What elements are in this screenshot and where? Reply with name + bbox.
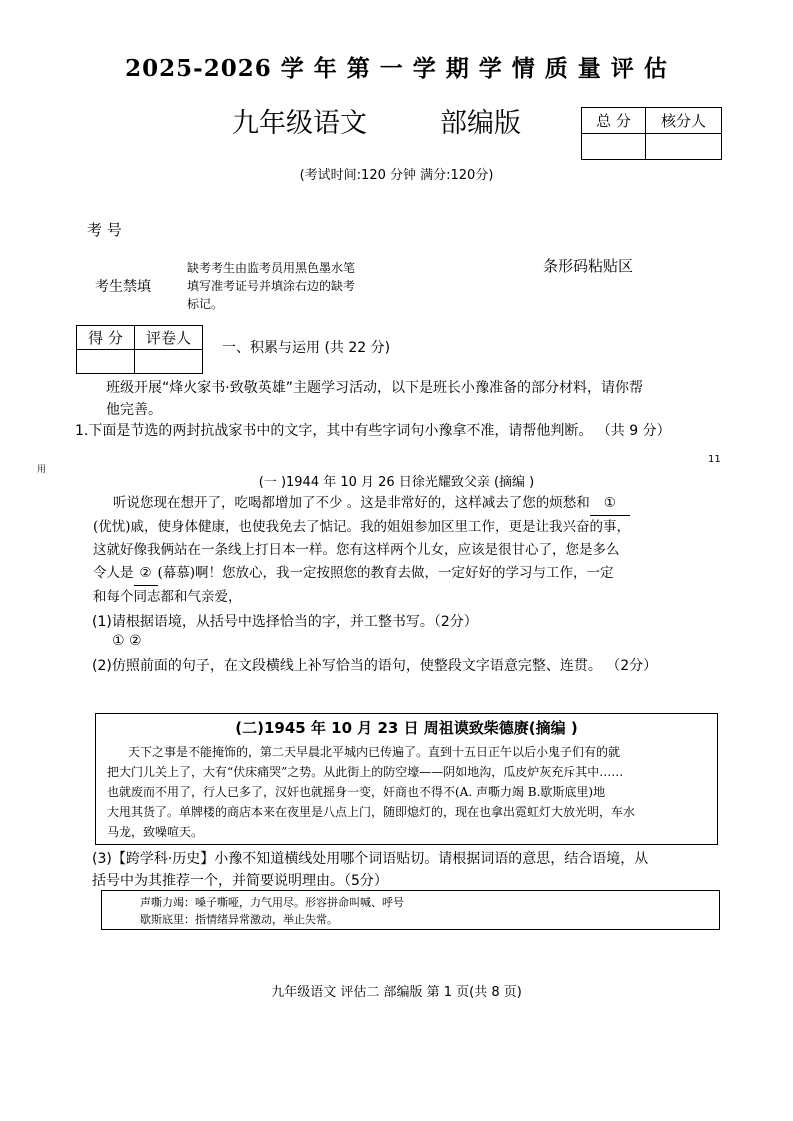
exam-number-label: 考 号 [87, 221, 122, 239]
letter2-title: (二)1945 年 10 月 23 日 周祖谟致柴德赓(摘编 ) [235, 719, 578, 737]
margin-mark-left: 用 [37, 465, 47, 475]
score-header: 得 分 [77, 326, 135, 350]
section1-title: 一、积累与运用 (共 22 分) [222, 340, 391, 356]
sub-question-1: (1)请根据语境，从括号中选择恰当的字，并工整书写。（2分） [92, 614, 478, 630]
letter1-line-5: 和每个同志都和气亲爱， [93, 589, 242, 605]
grader-table [76, 325, 203, 374]
definition-2: 歇斯底里：指情绪异常激动，举止失常。 [140, 913, 338, 926]
grader-header: 评卷人 [135, 326, 203, 350]
rules-label: 考生禁填 [95, 279, 151, 295]
rules-line-1: 缺考考生由监考员用黑色墨水笔 [187, 261, 356, 275]
page-footer: 九年级语文 评估二 部编版 第 1 页(共 8 页) [271, 985, 522, 1000]
letter1-title: (一 )1944 年 10 月 26 日徐光耀致父亲 (摘编 ) [258, 475, 535, 490]
definition-1: 声嘶力竭：嗓子嘶哑，力气用尽。形容拼命叫喊、呼号 [140, 896, 404, 909]
intro-line-1: 班级开展“烽火家书·致敬英雄”主题学习活动，以下是班长小豫准备的部分材料，请你帮 [106, 380, 643, 396]
letter1-line-4b: (幕慕)啊！您放心，我一定按照您的教育去做，一定好好的学习与工作，一定 [157, 565, 614, 581]
intro-line-2: 他完善。 [106, 402, 162, 418]
subject-title: 九年级语文 [232, 108, 367, 139]
definitions-box [101, 890, 720, 930]
grader-cell[interactable] [135, 350, 203, 374]
margin-mark-right: 11 [708, 454, 721, 465]
rules-text [187, 259, 355, 313]
blank-2[interactable]: ② [134, 562, 158, 586]
total-score-table [581, 107, 722, 160]
blank-1[interactable]: ① [590, 492, 630, 516]
letter2-line-3: 也就废而不用了，行人已多了，汉奸也就摇身一变，奸商也不得不(A. 声嘶力竭 B.歇斯底里)地 [107, 785, 606, 799]
exam-title: 2025-2026 学 年 第 一 学 期 学 情 质 量 评 估 [125, 55, 668, 82]
letter1-line-3: 这就好像我俩站在一条线上打日本一样。您有这样两个儿女，应该是很甘心了，您是多么 [93, 542, 620, 558]
verifier-header: 核分人 [646, 108, 722, 134]
exam-info: (考试时间:120 分钟 满分:120分) [299, 168, 494, 183]
rules-line-3: 标记。 [187, 297, 224, 311]
question-1: 1.下面是节选的两封抗战家书中的文字，其中有些字词句小豫拿不准，请帮他判断。 （共 9 分） [75, 423, 671, 439]
rules-line-2: 填写准考证号并填涂右边的缺考 [187, 279, 356, 293]
letter2-line-5: 马龙，致噪喧天。 [107, 825, 204, 839]
letter2-line-2: 把大门儿关上了，大有“伏床痛哭”之势。从此街上的防空壕——阴如地沟，瓜皮炉灰充斥其中…… [107, 765, 624, 779]
sub-question-3 [92, 848, 648, 892]
sub-question-1-marks: ① ② [112, 633, 142, 649]
edition-label: 部编版 [440, 108, 521, 139]
letter1-line-1: 听说您现在想开了，吃喝都增加了不少 。这是非常好的，这样减去了您的烦愁和 [113, 495, 590, 511]
total-score-header: 总 分 [582, 108, 646, 134]
letter2-line-4: 大甩其货了。单牌楼的商店本来在夜里是八点上门，随即熄灯的，现在也拿出霓虹灯大放光明，车水 [107, 805, 636, 819]
sub-question-3-line-2: 括号中为其推荐一个，并简要说明理由。（5分） [92, 873, 388, 889]
barcode-area[interactable]: 条形码粘贴区 [543, 257, 634, 275]
sub-question-3-line-1: (3)【跨学科·历史】小豫不知道横线处用哪个词语贴切。请根据词语的意思，结合语境，从 [92, 851, 649, 867]
letter1-body [93, 492, 733, 609]
letter1-line-2: (优忧)戚，使身体健康，也使我免去了惦记。我的姐姐参加区里工作，更是让我兴奋的事， [93, 519, 631, 535]
letter2-box [95, 713, 718, 845]
letter1-line-4a: 令人是 [93, 565, 134, 581]
score-cell[interactable] [77, 350, 135, 374]
letter2-line-1: 天下之事是不能掩饰的，第二天早晨北平城内已传遍了。直到十五日正午以后小鬼子们有的就 [128, 745, 621, 759]
total-score-cell[interactable] [582, 134, 646, 160]
verifier-cell[interactable] [646, 134, 722, 160]
sub-question-2: (2)仿照前面的句子，在文段横线上补写恰当的语句，使整段文字语意完整、连贯。 （2分） [92, 658, 658, 674]
